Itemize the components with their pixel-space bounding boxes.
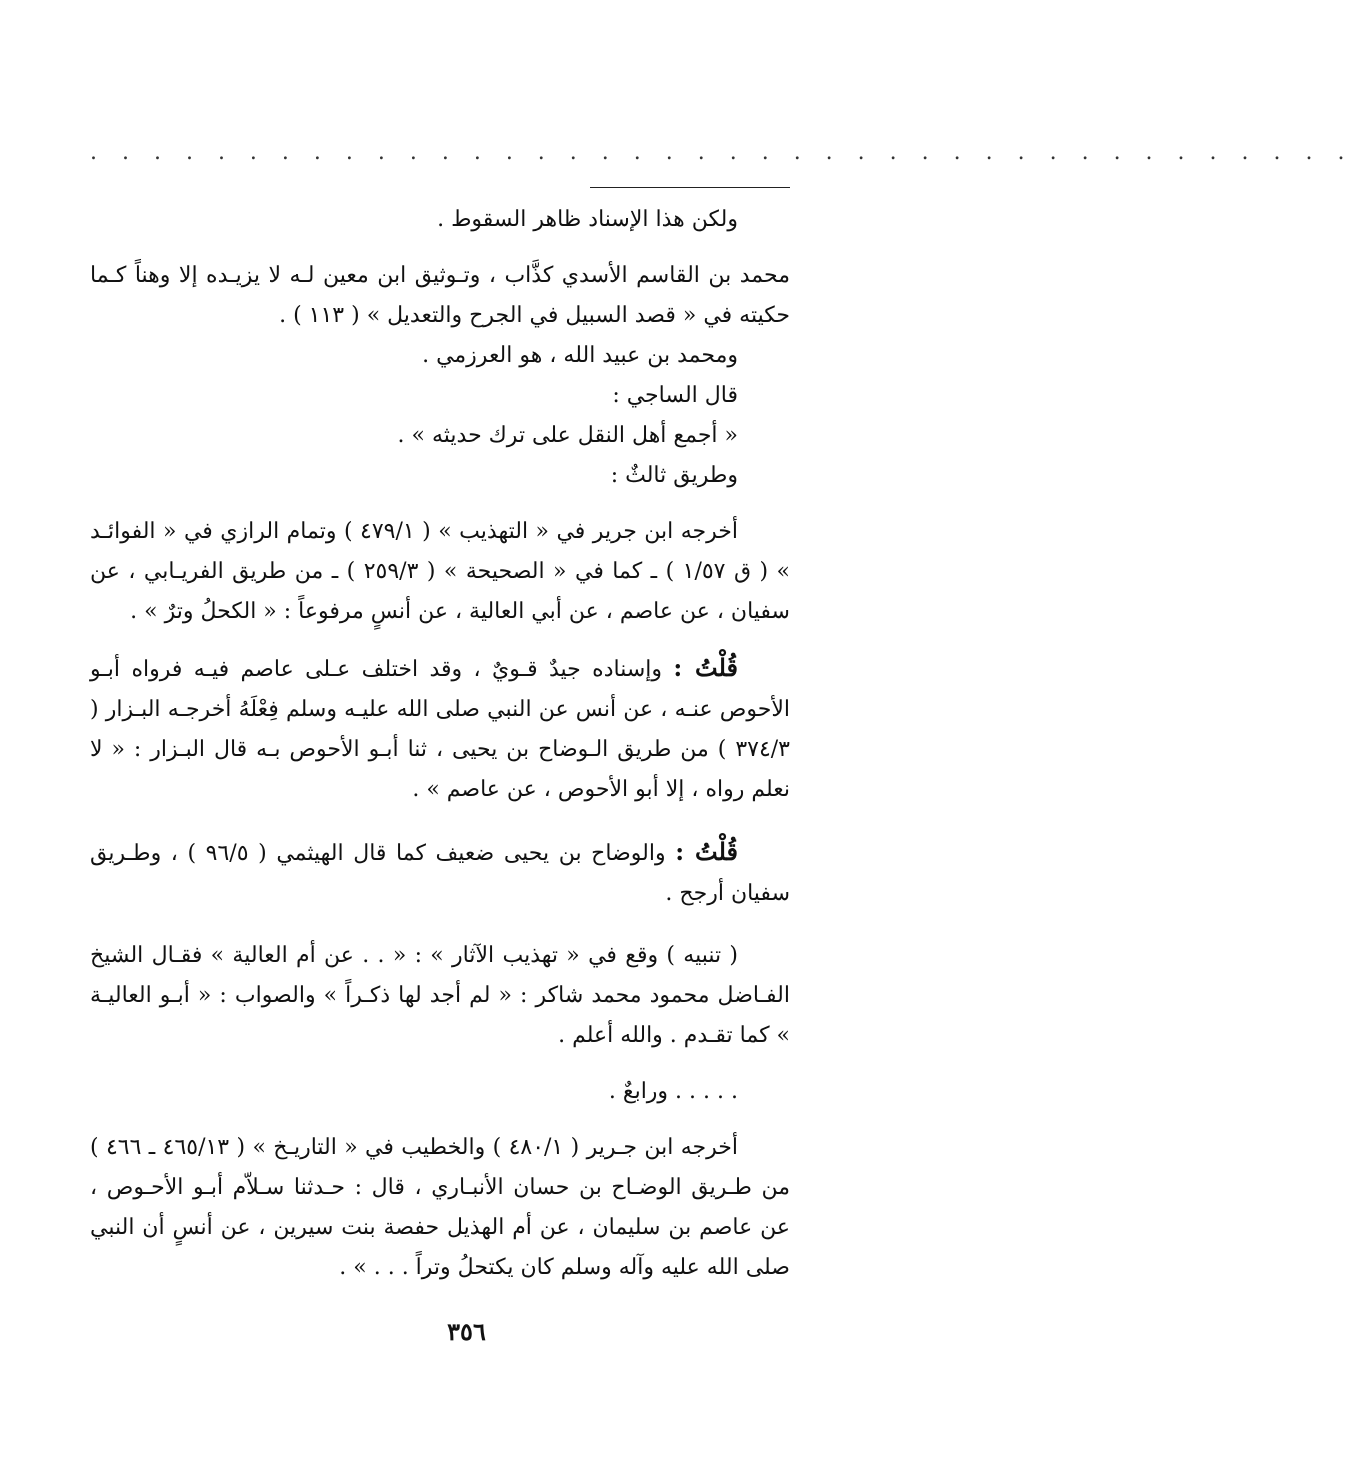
page-number: ٣٥٦ [447, 1317, 486, 1346]
paragraph-3: ومحمد بن عبيد الله ، هو العرزمي . [422, 343, 738, 368]
footnote-rule [590, 187, 790, 188]
paragraph-9-text: والوضاح بن يحيى ضعيف كما قال الهيثمي ( ٩٦/٥ ) ، وطـريق سفيان أرجح . [90, 841, 790, 906]
note-paragraph: ( تنبيه ) وقع في « تهذيب الآثار » : « . . عن أم العالية » فقـال الشيخ الفـاضل محمود محمد شاكر : « لم أجد لها ذكـراً » والصواب : « أبـو العاليـة » كما تقـدم . والله أعلم . [90, 943, 790, 1048]
paragraph-9 [90, 832, 790, 914]
qultu-label: قُلْتُ : [673, 653, 739, 682]
paragraph-12: أخرجه ابن جـرير ( ٤٨٠/١ ) والخطيب في « التاريـخ » ( ٤٦٥/١٣ ـ ٤٦٦ ) من طـريق الوضـاح بن حسان الأنبـاري ، قال : حـدثنا سـلاّم أبـو الأحـوص ، عن عاصم بن سليمان ، عن أم الهذيل حفصة بنت سيرين ، عن أنسٍ أن النبي صلى الله عليه وآله وسلم كان يكتحلُ وتراً . . . » . [90, 1135, 790, 1280]
paragraph-2: محمد بن القاسم الأسدي كذَّاب ، وتـوثيق ابن معين لـه لا يزيـده إلا وهناً كـما حكيته في « قصد السبيل في الجرح والتعديل » ( ١١٣ ) . [90, 263, 790, 328]
paragraph-8 [90, 648, 790, 810]
dotted-separator: . . . . . . . . . . . . . . . . . . . . . . . . . . . . . . . . . . . . . . . . [90, 140, 1353, 165]
qultu-label: قُلْتُ : [675, 837, 738, 866]
paragraph-8-text: وإسناده جيدٌ قـويٌ ، وقد اختلف عـلى عاصم فيـه فرواه أبـو الأحوص عنـه ، عن أنس عن النبي صلى الله عليـه وسلم فِعْلَهُ أخرجـه البـزار ( ٣٧٤/٣ ) من طريق الـوضاح بن يحيى ، ثنا أبـو الأحوص بـه قال البـزار : « لا نعلم رواه ، إلا أبو الأحوص ، عن عاصم » . [90, 657, 790, 802]
paragraph-1: ولكن هذا الإسناد ظاهر السقوط . [437, 207, 738, 232]
paragraph-7: أخرجه ابن جرير في « التهذيب » ( ٤٧٩/١ ) وتمام الرازي في « الفوائـد » ( ق ١/٥٧ ) ـ كما في « الصحيحة » ( ٢٥٩/٣ ) ـ من طريق الفريـابي ، عن سفيان ، عن عاصم ، عن أبي العالية ، عن أنسٍ مرفوعاً : « الكحلُ وترٌ » . [90, 519, 791, 624]
quote-1: « أجمع أهل النقل على ترك حديثه » . [397, 423, 738, 448]
paragraph-6: وطريق ثالثٌ : [610, 463, 738, 488]
page-body [90, 200, 790, 1288]
paragraph-11: . . . . . ورابعٌ . [608, 1079, 738, 1104]
paragraph-4: قال الساجي : [612, 383, 738, 408]
